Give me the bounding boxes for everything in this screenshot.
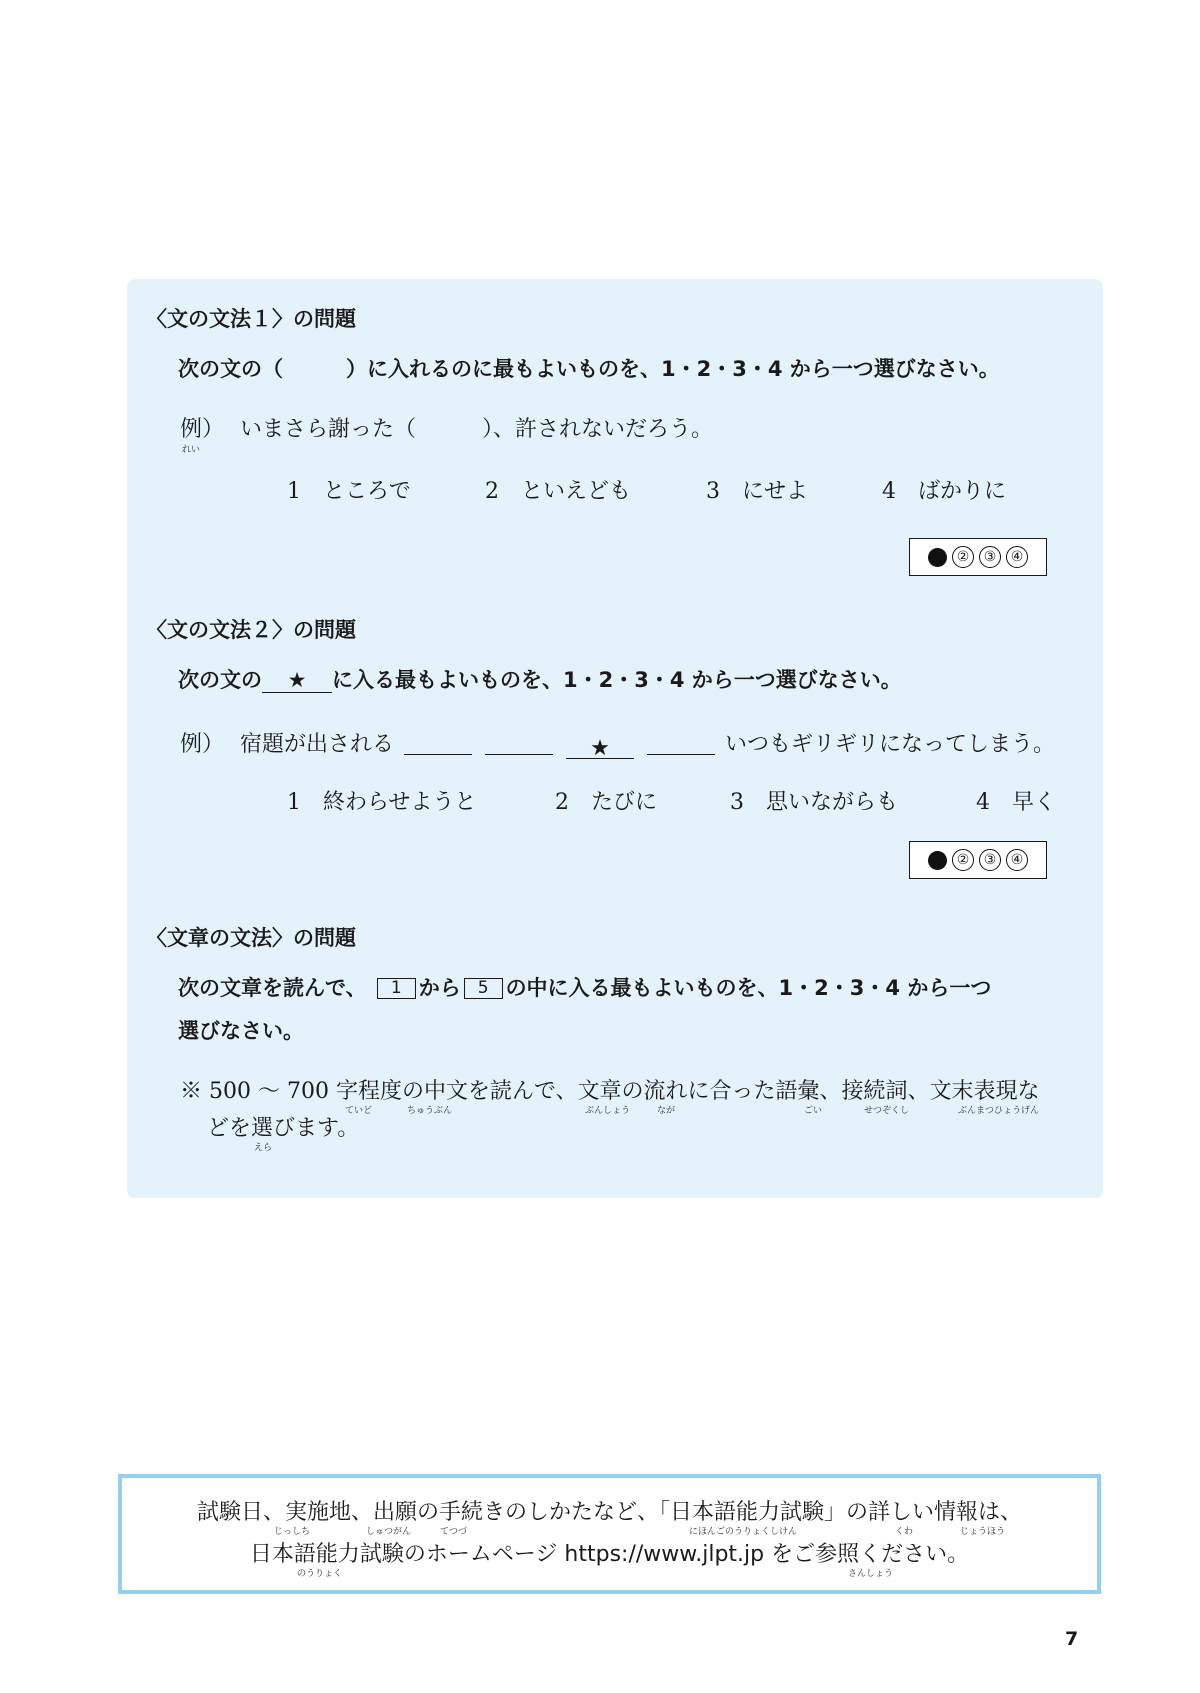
ruby: ぶんしょう: [585, 1106, 631, 1116]
instruction-prefix: 次の文章を読んで、: [178, 976, 367, 1000]
section1-option-2: [485, 474, 631, 505]
option-text: ところで: [323, 479, 411, 504]
answer-blank: [485, 732, 553, 755]
filled-answer-bubble: [928, 851, 947, 870]
ruby: じょうほう: [960, 1527, 1006, 1537]
ruby: さんしょう: [848, 1569, 894, 1579]
ruby: じっしち: [274, 1527, 311, 1537]
option-text: ばかりに: [918, 479, 1007, 504]
info-line-1: 試験日、実施地、出願の手続きのしかたなど、「日本語能力試験」の詳しい情報は、: [196, 1500, 1022, 1525]
ruby: ていど: [345, 1106, 373, 1116]
answer-bubble-4: ④: [1006, 849, 1028, 871]
section1-option-1: [287, 474, 411, 505]
option-number: 4: [882, 479, 896, 504]
homepage-text: 日本語能力試験のホームページ https://www.jlpt.jp をご参照ください。: [249, 1542, 970, 1567]
option-text: 思いながらも: [766, 790, 899, 815]
section2-answer-sheet: [909, 841, 1047, 879]
example-suffix: いつもギリギリになってしまう。: [725, 732, 1056, 757]
filled-answer-bubble: [928, 548, 947, 567]
option-number: 4: [976, 790, 990, 815]
section2-example-label: 例）: [180, 732, 225, 757]
info-line-2: [122, 1537, 1097, 1568]
answer-bubble-2: ②: [952, 546, 974, 568]
section3-note-line2: どを選びます。: [207, 1116, 360, 1141]
example-prefix: 宿題が出される: [240, 732, 395, 757]
ruby: のうりょく: [297, 1569, 343, 1579]
answer-bubble-3: ③: [979, 849, 1001, 871]
star-blank: ★: [262, 668, 332, 693]
star-answer-blank: ★: [566, 736, 634, 759]
ruby: くわ: [895, 1527, 914, 1537]
section3-instruction: [178, 972, 991, 1002]
section3-note-line1: ※ 500 〜 700 字程度の中文を読んで、文章の流れに合った語彙、接続詞、文末表現な: [180, 1079, 1040, 1104]
section3-instruction-line2: 選びなさい。: [178, 1019, 304, 1043]
ruby: ちゅうぶん: [407, 1106, 453, 1116]
instruction-suffix: に入る最もよいものを、1・2・3・4 から一つ選びなさい。: [332, 668, 902, 692]
option-text: にせよ: [742, 479, 809, 504]
blank-number-box: 5: [464, 978, 503, 999]
section1-heading: 〈文の文法１〉の問題: [146, 307, 356, 331]
option-number: 1: [287, 790, 301, 815]
option-text: といえども: [521, 479, 632, 504]
section1-option-4: [882, 474, 1006, 505]
section1-instruction: 次の文の（ ）に入れるのに最もよいものを、1・2・3・4 から一つ選びなさい。: [178, 357, 1000, 381]
ruby: せつぞくし: [864, 1106, 910, 1116]
ruby: えら: [254, 1143, 273, 1153]
section1-example-ruby: れい: [182, 445, 201, 455]
page-number: 7: [1065, 1628, 1079, 1650]
section2-heading: 〈文の文法２〉の問題: [146, 618, 356, 642]
section2-instruction: [178, 664, 902, 694]
answer-bubble-3: ③: [979, 546, 1001, 568]
option-text: 終わらせようと: [323, 790, 477, 815]
section2-option-2: [555, 785, 657, 816]
ruby: てつづ: [440, 1527, 468, 1537]
instruction-prefix: 次の文の: [178, 668, 262, 692]
answer-bubble-2: ②: [952, 849, 974, 871]
section2-option-3: [730, 785, 898, 816]
option-text: 早く: [1012, 790, 1057, 815]
section2-option-1: [287, 785, 476, 816]
ruby: ごい: [804, 1106, 823, 1116]
section1-option-3: [706, 474, 808, 505]
answer-blank: [647, 732, 715, 755]
answer-blank: [404, 732, 472, 755]
section1-example-sentence: いまさら謝った（ ）、許されないだろう。: [240, 417, 714, 442]
instruction-suffix: の中に入る最もよいものを、1・2・3・4 から一つ: [505, 976, 992, 1000]
jlpt-info-box: [118, 1474, 1101, 1594]
section1-example-label: 例）: [180, 417, 225, 442]
blank-number-box: 1: [377, 978, 416, 999]
ruby: ぶんまつひょうげん: [958, 1106, 1040, 1116]
instruction-middle: から: [418, 976, 461, 1000]
section2-example-sentence: [240, 727, 1055, 759]
section1-answer-sheet: [909, 538, 1047, 576]
section3-heading: 〈文章の文法〉の問題: [146, 926, 356, 950]
option-number: 3: [730, 790, 744, 815]
ruby: にほんごのうりょくしけん: [689, 1527, 798, 1537]
option-number: 2: [485, 479, 499, 504]
ruby: なが: [657, 1106, 676, 1116]
answer-bubble-4: ④: [1006, 546, 1028, 568]
option-number: 1: [287, 479, 301, 504]
option-number: 3: [706, 479, 720, 504]
section2-option-4: [976, 785, 1056, 816]
option-number: 2: [555, 790, 569, 815]
option-text: たびに: [591, 790, 658, 815]
ruby: しゅつがん: [366, 1527, 412, 1537]
